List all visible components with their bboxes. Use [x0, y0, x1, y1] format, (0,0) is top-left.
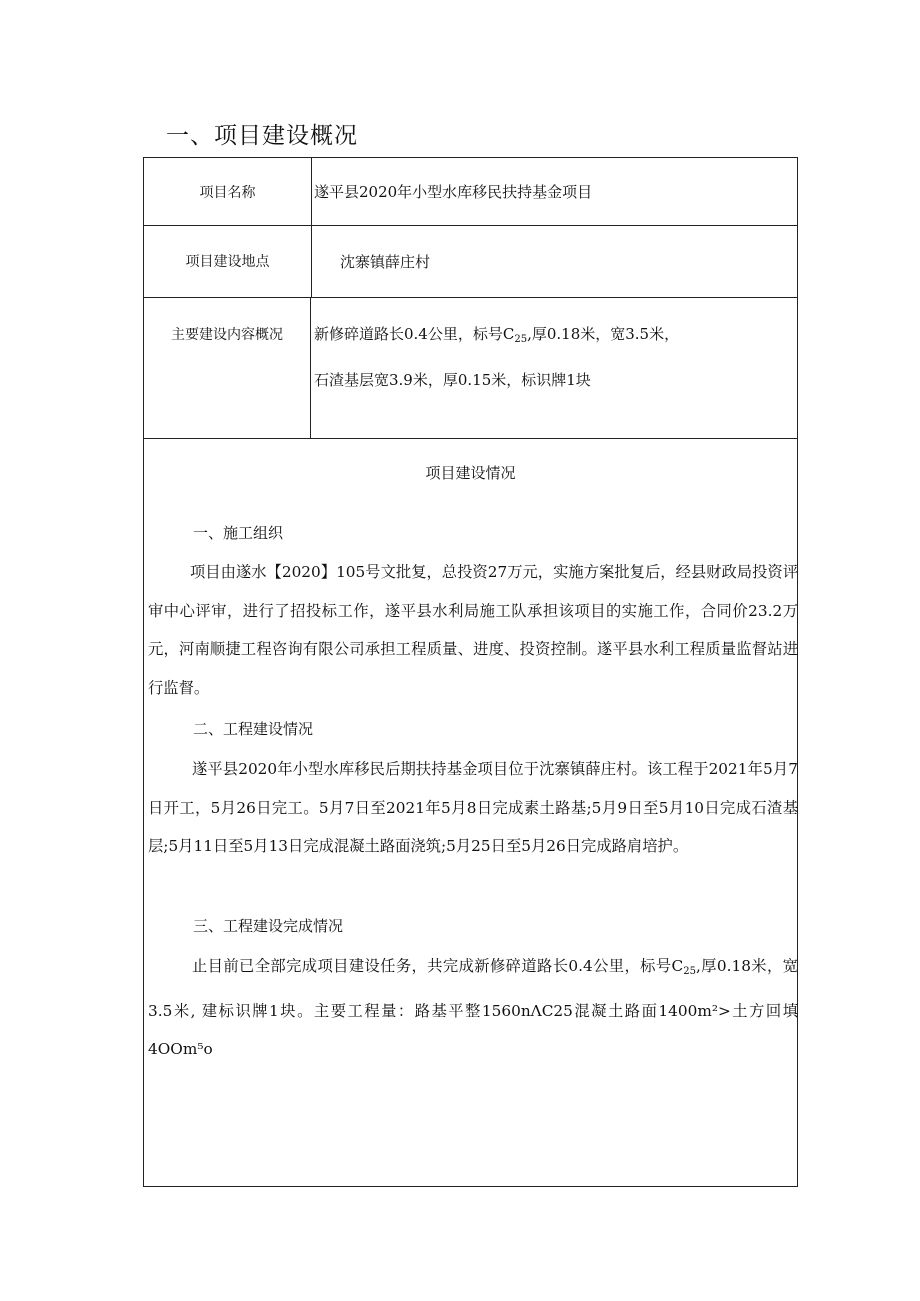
location-label: 项目建设地点 [144, 225, 312, 297]
document-heading: 一、项目建设概况 [166, 123, 358, 149]
main-content-label: 主要建设内容概况 [144, 297, 311, 438]
project-table [143, 157, 798, 1187]
section-heading-completion: 三、工程建设完成情况 [193, 917, 344, 935]
table-row-project-name [144, 158, 797, 226]
main-content-value [314, 297, 797, 455]
main-content-line-2: 石渣基层宽3.9米，厚0.15米，标识牌1块 [314, 371, 591, 389]
section-heading-organization: 一、施工组织 [193, 524, 284, 542]
section-text-completion: 止目前已全部完成项目建设任务，共完成新修碎道路长0.4公里，标号$C_{25}$,厚0.18米，宽3.5米, 建标识牌1块。主要工程量：路基平整1560nΛC25混凝土路面1400m²>土方回填4OOm⁵o [148, 957, 798, 1058]
section-heading-construction: 二、工程建设情况 [193, 720, 314, 738]
table-row-location [144, 225, 797, 298]
section-text-construction: 遂平县2020年小型水库移民后期扶持基金项目位于沈寨镇薛庄村。该工程于2021年5月7日开工，5月26日完工。5月7日至2021年5月8日完成素土路基;5月9日至5月10日完成石渣基层;5月11日至5月13日完成混凝土路面浇筑;5月25日至5月26日完成路肩培护。 [148, 760, 798, 855]
status-title: 项目建设情况 [425, 464, 516, 482]
section-text-organization: 项目由遂水【2020】105号文批复，总投资27万元，实施方案批复后，经县财政局投资评审中心评审，进行了招投标工作，遂平县水利局施工队承担该项目的实施工作，合同价23.2万元，河南顺捷工程咨询有限公司承担工程质量、进度、投资控制。遂平县水利工程质量监督站进行监督。 [148, 563, 798, 697]
project-name-label: 项目名称 [144, 158, 312, 225]
location-value: 沈寨镇薛庄村 [340, 252, 431, 271]
table-row-main-content [144, 297, 797, 439]
project-name-value: 遂平县2020年小型水库移民扶持基金项目 [314, 183, 593, 201]
main-content-line-1: 新修碎道路长0.4公里，标号$C_{25}$,厚0.18米，宽3.5米， [314, 325, 680, 345]
